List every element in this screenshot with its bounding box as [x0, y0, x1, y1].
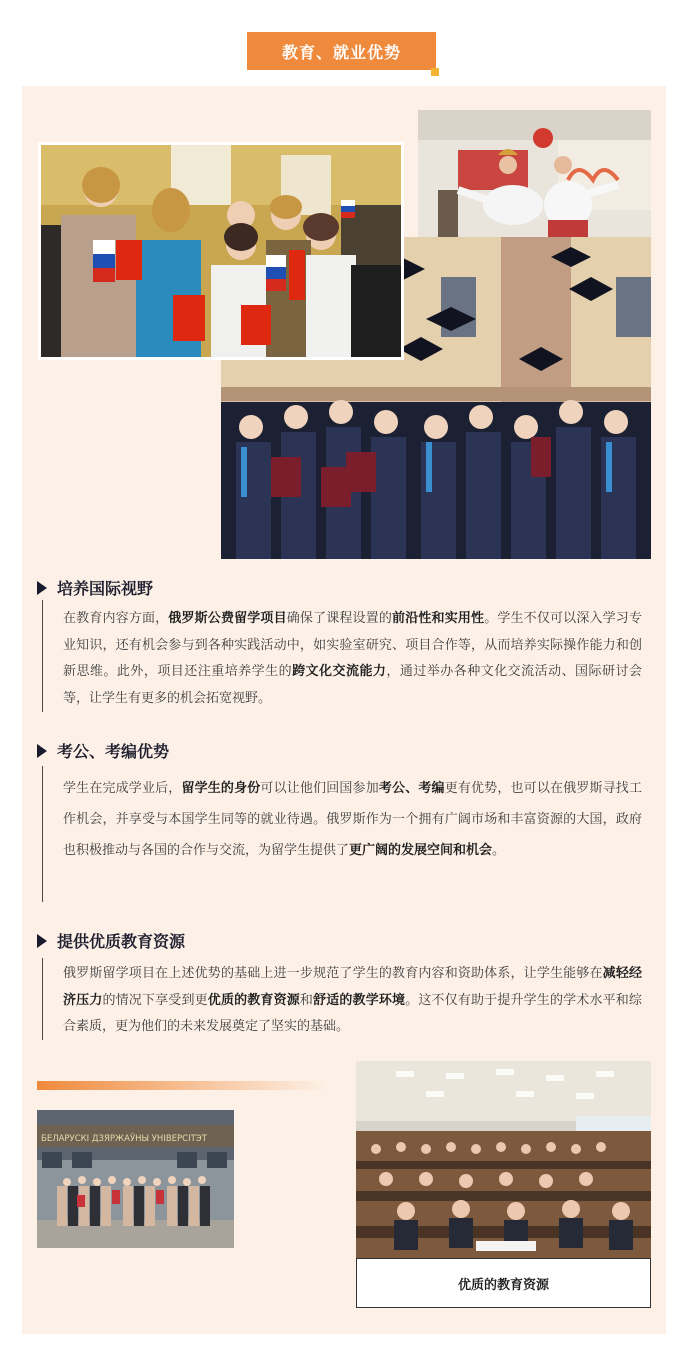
lecture-hall-caption: 优质的教育资源 — [356, 1258, 651, 1308]
university-building-photo — [37, 1110, 234, 1248]
lecture-hall-photo — [356, 1061, 651, 1258]
text-run: ，通过举办各种文化交流活动、国际研讨会等，让学生有更多的机会拓宽视野。 — [63, 664, 642, 706]
section-title-exam: 考公、考编优势 — [37, 739, 169, 762]
text-run: 和 — [299, 992, 314, 1008]
text-run: 确保了课程设置的 — [286, 611, 393, 626]
text-run: 。这不仅有助于提升学生的学术水平和综合素质，更为他们的未来发展奠定了坚实的基础。 — [63, 992, 642, 1034]
section-body-exam — [42, 766, 642, 902]
section-body-vision — [42, 600, 642, 712]
text-run: 。 — [492, 843, 506, 858]
text-run: 可以让他们回国参加 — [260, 781, 379, 796]
bold-text-run: 前沿性和实用性 — [392, 611, 485, 626]
page-title: 教育、就业优势 — [247, 32, 436, 70]
section-title-vision: 培养国际视野 — [37, 576, 153, 599]
header-accent-dot — [431, 68, 439, 76]
section-title-resources: 提供优质教育资源 — [37, 929, 185, 952]
text-run: 学生在完成学业后， — [63, 781, 182, 796]
bold-text-run: 留学生的身份 — [181, 781, 261, 796]
text-run: 的情况下享受到更 — [102, 992, 208, 1008]
bold-text-run: 舒适的教学环境 — [313, 992, 406, 1008]
building-sign: БЕЛАРУСКІ ДЗЯРЖАЎНЫ УНІВЕРСІТЭТ — [41, 1134, 207, 1144]
text-run: 俄罗斯留学项目在上述优势的基础上进一步规范了学生的教育内容和资助体系，让学生能够在 — [63, 966, 603, 981]
bold-text-run: 俄罗斯公费留学项目 — [168, 611, 287, 626]
triangle-bullet-icon — [37, 934, 47, 948]
students-with-flags-photo — [38, 142, 404, 360]
bold-text-run: 更广阔的发展空间和机会 — [349, 843, 493, 858]
text-run: 在教育内容方面， — [63, 611, 169, 626]
text-run: 。学生不仅可以深入学习专业知识，还有机会参与到各种实践活动中，如实验室研究、项目合作等，从而培养实际操作能力和创新思维。此外，项目还注重培养学生的 — [63, 611, 642, 679]
accent-gradient-bar — [37, 1081, 329, 1090]
triangle-bullet-icon — [37, 581, 47, 595]
folk-dance-photo — [418, 110, 651, 238]
section-body-resources — [42, 958, 642, 1040]
triangle-bullet-icon — [37, 744, 47, 758]
bold-text-run: 减轻经济压力 — [63, 966, 642, 1008]
text-run: 更有优势，也可以在俄罗斯寻找工作机会，并享受与本国学生同等的就业待遇。俄罗斯作为一个拥有广阔市场和丰富资源的大国，政府也积极推动与各国的合作与交流，为留学生提供了 — [63, 781, 642, 858]
bold-text-run: 跨文化交流能力 — [292, 664, 387, 679]
bold-text-run: 考公、考编 — [378, 781, 445, 796]
bold-text-run: 优质的教育资源 — [207, 992, 300, 1008]
